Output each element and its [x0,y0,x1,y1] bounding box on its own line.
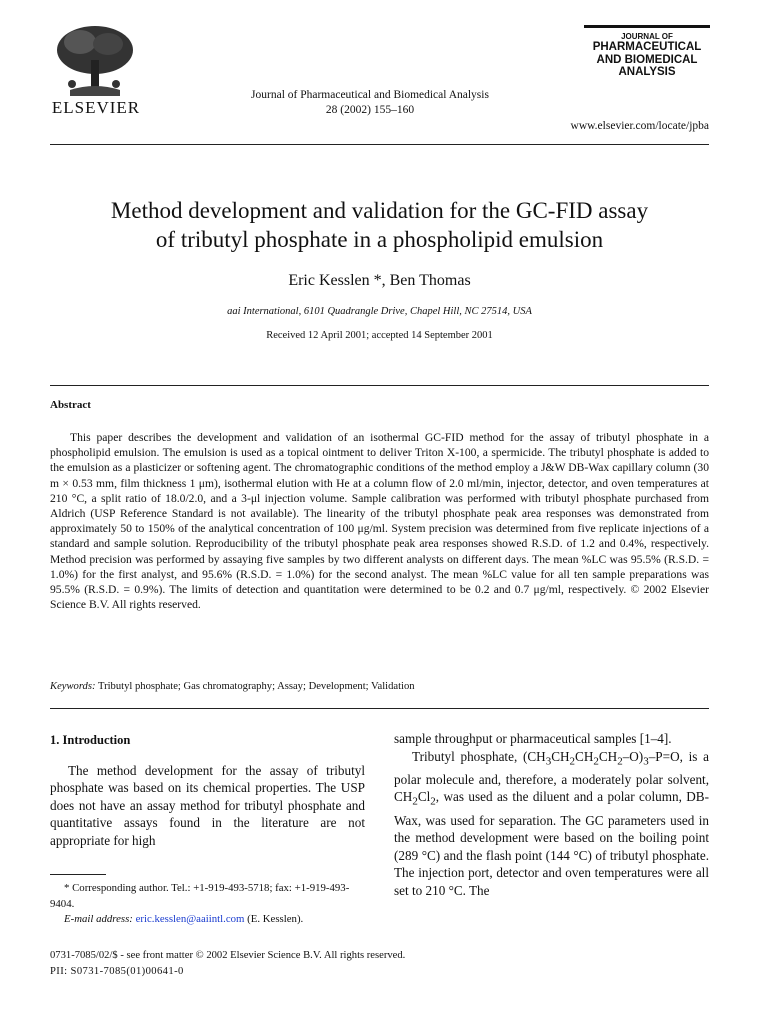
keywords-label: Keywords: [50,681,96,692]
section-heading: 1. Introduction [50,733,131,747]
journal-box-line: PHARMACEUTICAL [592,41,702,53]
footnote-rule [50,874,106,875]
email-suffix: (E. Kesslen). [247,913,304,925]
journal-box-text [584,32,710,79]
email-link[interactable]: eric.kesslen@aaiintl.com [135,913,245,925]
intro-paragraph-continued: sample throughput or pharmaceutical samples [1–4]. [394,731,672,746]
affiliation: aai International, 6101 Quadrangle Drive, Chapel Hill, NC 27514, USA [227,306,532,317]
title-line: of tributyl phosphate in a phospholipid emulsion [155,227,604,252]
publisher-name: ELSEVIER [51,98,141,117]
title-divider [50,385,709,386]
footnote [50,881,365,928]
intro-paragraph: Tributyl phosphate, $(CH_3CH_2CH_2CH_2-O)_3-P=O$, is a polar molecule and, therefore, a moderately polar solvent, $CH_2Cl_2$, was used as the diluent and a polar column, DB-Wax, was used for separation. The GC parameters used in the method development were based on the boiling point (289 °C) and the flash point (144 °C) of tributyl phosphate. The injection port, detector and oven temperatures were all set to 210 °C. The [394,748,709,899]
intro-paragraph: The method development for the assay of tributyl phosphate was based on its chemical properties. The USP does not have an assay method for tributyl phosphate and quantitative assays found in the literature are not appropriate for high [50,762,365,848]
journal-reference [190,88,550,118]
abstract-body: This paper describes the development and validation of an isothermal GC-FID method for the assay of tributyl phosphate in a phospholipid emulsion. The emulsion is used as a topical ointment to deliver Triton X-100, a spermicide. The tributyl phosphate is added to the emulsion as a plasticizer or softening agent. The chromatographic conditions of the method employ a J&W DB-Wax capillary column (30 m × 0.53 mm, film thickness 1 μm), isothermal elution with He at a column flow of 2.0 ml/min, injector, detector, and oven temperatures at 210 °C, a split ratio of 18.0/2.0, and a 3-μl injection volume. Sample calibration was performed with tributyl phosphate purchased from Aldrich (USP Reference Standard is not available). The linearity of the tributyl phosphate peak area responses was demonstrated from approximately 50 to 150% of the analytical concentration of 100 μg/ml. System precision was determined from five replicate injections of a standard and sample solution. Reproducibility of the tributyl phosphate peak area responses showed R.S.D. of 1.2 and 0.4%, respectively. Method precision was performed by assaying five samples by two different analysts on different days. The mean %LC was 95.5% (R.S.D. = 1.0%) for the first analyst, and 95.6% (R.S.D. = 1.0%) for the second analyst. The mean %LC value for all ten sample preparations was 95.5% (R.S.D. = 0.9%). The limits of detection and quantitation were determined to be 0.2 and 0.7 μg/ml, respectively. © 2002 Elsevier Science B.V. All rights reserved. [50,431,709,612]
header-divider [50,144,709,145]
journal-box-small: JOURNAL OF [621,32,673,41]
keywords-list: Tributyl phosphate; Gas chromatography; Assay; Development; Validation [97,681,415,692]
email-label: E-mail address: [64,913,133,925]
para-mid: , is a polar molecule and, therefore, a moderately polar solvent, CH [394,748,709,805]
journal-url-link[interactable]: www.elsevier.com/locate/jpba [570,120,709,132]
front-matter [50,948,405,980]
abstract-divider [50,708,709,709]
copyright-line: 0731-7085/02/$ - see front matter © 2002 Elsevier Science B.V. All rights reserved. [50,950,406,961]
elsevier-tree-icon [50,22,140,100]
corresponding-author: * Corresponding author. Tel.: +1-919-493-5718; fax: +1-919-493-9404. [50,882,350,910]
abstract-heading: Abstract [50,399,91,411]
keywords [50,681,709,692]
para-lead: Tributyl phosphate, (CH [412,748,546,764]
journal-box [584,25,710,79]
journal-box-line: AND BIOMEDICAL [596,53,698,66]
volume-pages: 28 (2002) 155–160 [325,104,415,116]
authors: Eric Kesslen *, Ben Thomas [288,272,471,289]
right-column [394,730,709,900]
para-rest: , was used as the diluent and a polar column, DB-Wax, was used for separation. The GC parameters used in the method development were based on the boiling point (289 °C) and the flash point (144 °C) of tributyl phosphate. The injection port, detector and oven temperatures were all set to 210 °C. The [394,789,709,899]
journal-box-rule [584,25,710,28]
journal-name: Journal of Pharmaceutical and Biomedical Analysis [251,89,489,101]
pii-line: PII: S0731-7085(01)00641-0 [50,966,184,977]
paper-title [50,196,709,254]
elsevier-logo [50,22,142,118]
title-line: Method development and validation for the GC-FID assay [110,198,649,223]
left-column [50,730,365,850]
journal-box-line: ANALYSIS [618,66,676,78]
received-dates: Received 12 April 2001; accepted 14 September 2001 [266,330,493,341]
